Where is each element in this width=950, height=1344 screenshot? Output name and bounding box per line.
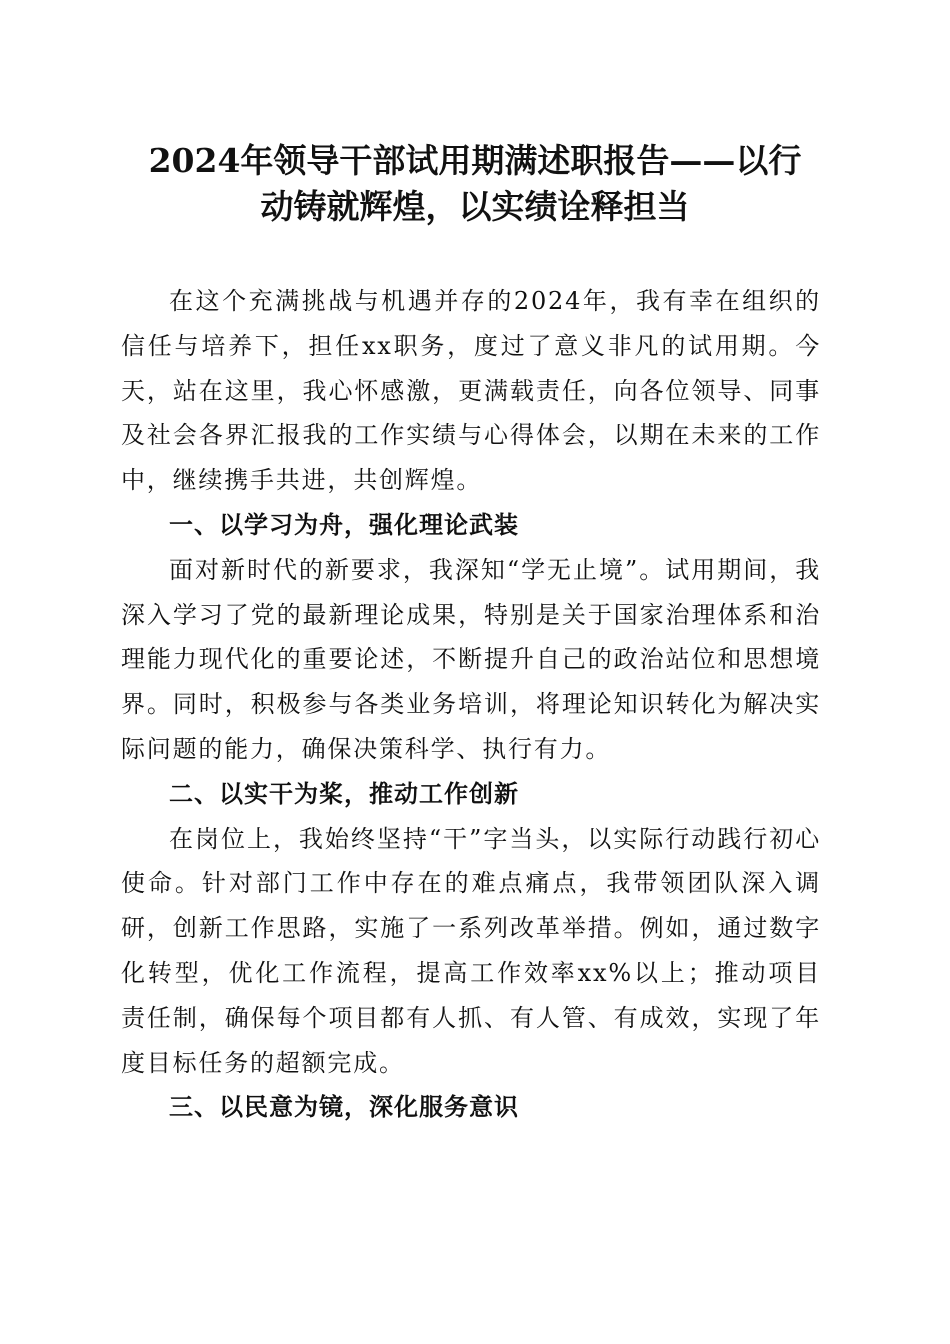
document-body xyxy=(121,279,821,1130)
section-2-heading: 二、以实干为桨，推动工作创新 xyxy=(169,779,519,808)
section-2-paragraph: 在岗位上，我始终坚持“干”字当头，以实际行动践行初心使命。针对部门工作中存在的难点痛点，我带领团队深入调研，创新工作思路，实施了一系列改革举措。例如，通过数字化转型，优化工作流程，提高工作效率xx%以上；推动项目责任制，确保每个项目都有人抓、有人管、有成效，实现了年度目标任务的超额完成。 xyxy=(121,824,821,1077)
title-line-2: 动铸就辉煌，以实绩诠释担当 xyxy=(260,187,690,226)
section-1-heading: 一、以学习为舟，强化理论武装 xyxy=(169,510,519,539)
intro-paragraph: 在这个充满挑战与机遇并存的2024年，我有幸在组织的信任与培养下，担任xx职务，度过了意义非凡的试用期。今天，站在这里，我心怀感激，更满载责任，向各位领导、同事及社会各界汇报我的工作实绩与心得体会，以期在未来的工作中，继续携手共进，共创辉煌。 xyxy=(121,287,821,495)
section-3-heading: 三、以民意为镜，深化服务意识 xyxy=(169,1093,519,1122)
title-line-1: 2024年领导干部试用期满述职报告——以行 xyxy=(148,141,802,180)
section-1-paragraph: 面对新时代的新要求，我深知“学无止境”。试用期间，我深入学习了党的最新理论成果，特别是关于国家治理体系和治理能力现代化的重要论述，不断提升自己的政治站位和思想境界。同时，积极参与各类业务培训，将理论知识转化为解决实际问题的能力，确保决策科学、执行有力。 xyxy=(121,555,821,763)
document-title xyxy=(120,138,830,230)
